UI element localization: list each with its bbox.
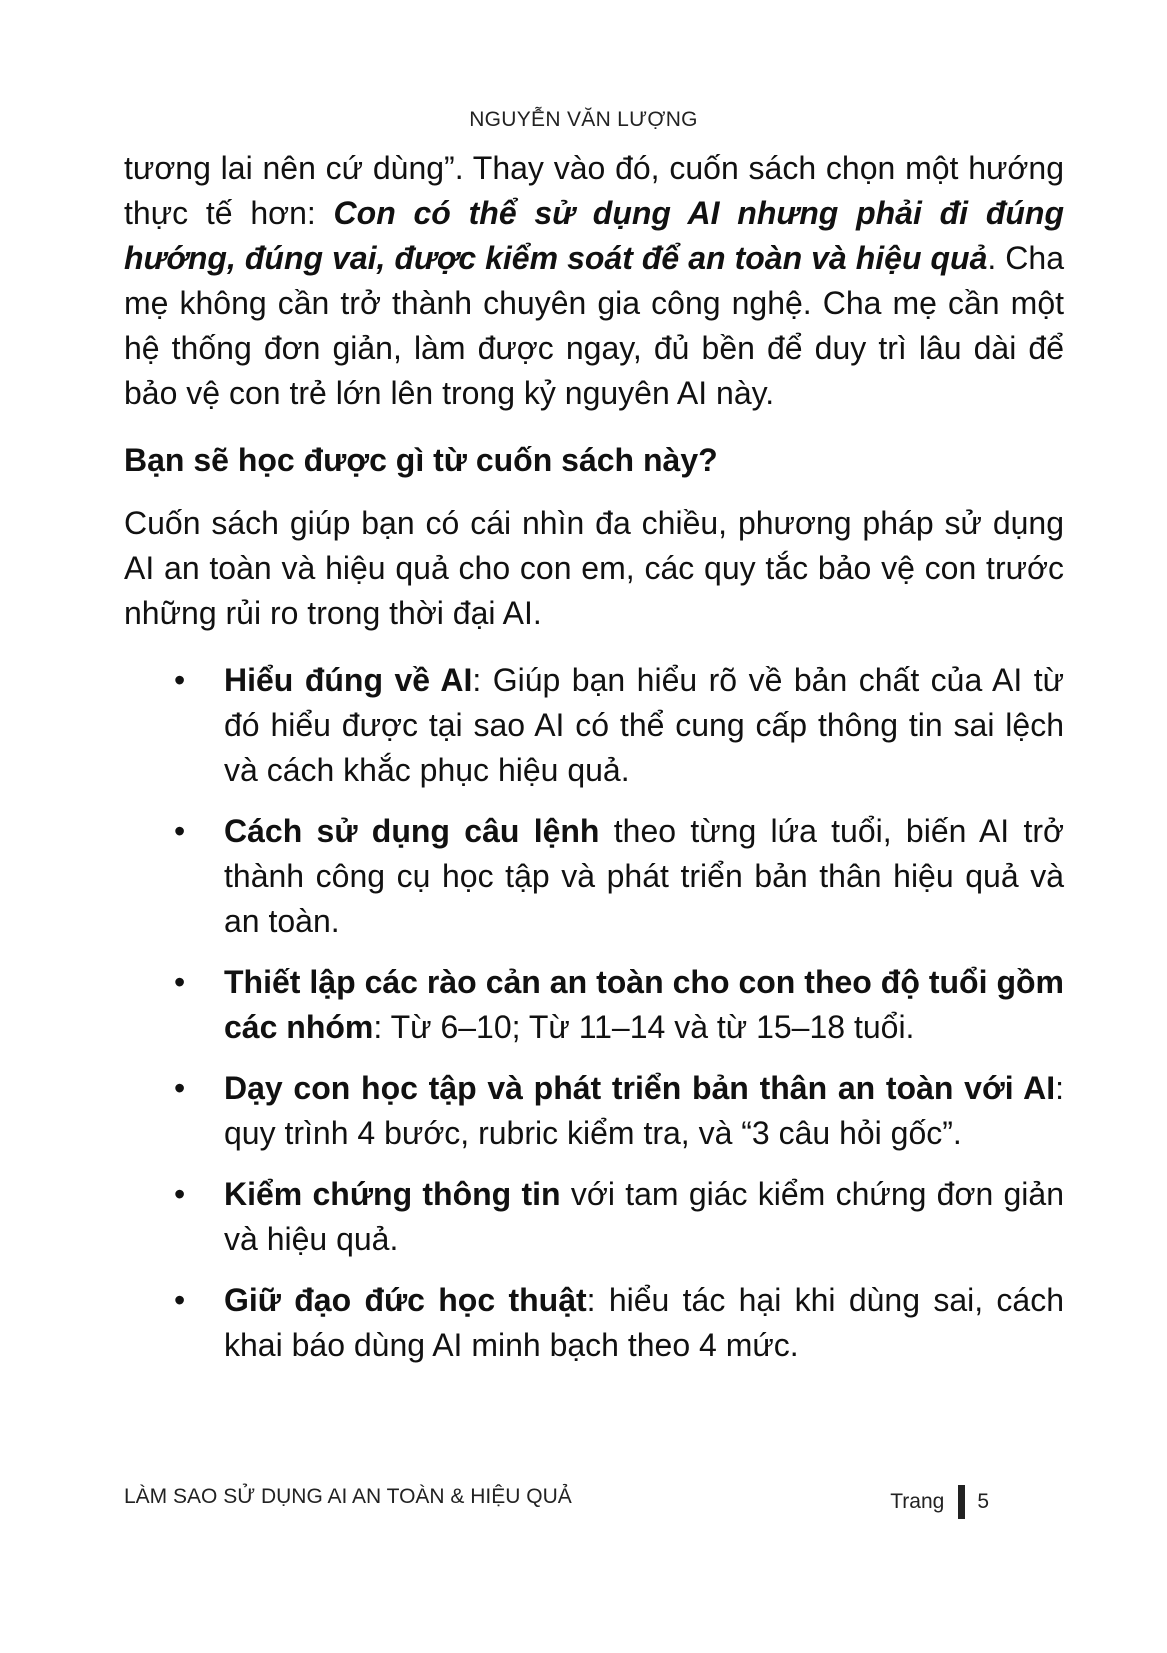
item-bold-lead: Giữ đạo đức học thuật	[224, 1282, 587, 1318]
item-bold-lead: Thiết lập các rào cản an toàn cho con theo độ tuổi gồm các nhóm	[224, 964, 1064, 1045]
list-item	[124, 960, 1064, 1050]
paragraph-text-continued: . Cha mẹ không cần trở thành chuyên gia công nghệ. Cha mẹ cần một hệ thống đơn giản, làm được ngay, đủ bền để duy trì lâu dài để bảo vệ con trẻ lớn lên trong kỷ nguyên AI này.	[124, 240, 1065, 411]
page-content	[124, 146, 1064, 1384]
list-item	[124, 658, 1064, 793]
running-footer-title: LÀM SAO SỬ DỤNG AI AN TOÀN & HIỆU QUẢ	[124, 1485, 572, 1508]
list-item	[124, 1066, 1064, 1156]
item-bold-lead: Kiểm chứng thông tin	[224, 1176, 561, 1212]
item-bold-lead: Cách sử dụng câu lệnh	[224, 813, 600, 849]
bullet-icon: •	[174, 1176, 186, 1212]
body-paragraph	[124, 146, 1064, 416]
section-intro: Cuốn sách giúp bạn có cái nhìn đa chiều, phương pháp sử dụng AI an toàn và hiệu quả cho con em, các quy tắc bảo vệ con trước những rủi ro trong thời đại AI.	[124, 505, 1064, 631]
bullet-icon: •	[174, 813, 186, 849]
item-text: với tam giác kiểm chứng đơn giản và hiệu quả.	[224, 1176, 1065, 1257]
page-number-block	[890, 1485, 989, 1519]
item-text: : quy trình 4 bước, rubric kiểm tra, và “3 câu hỏi gốc”.	[224, 1070, 1064, 1151]
divider-bar	[958, 1485, 965, 1519]
bullet-icon: •	[174, 662, 186, 698]
item-bold-lead: Hiểu đúng về AI	[224, 662, 473, 698]
item-text: theo từng lứa tuổi, biến AI trở thành công cụ học tập và phát triển bản thân hiệu quả và an toàn.	[224, 813, 1065, 939]
item-bold-lead: Dạy con học tập và phát triển bản thân an toàn với AI	[224, 1070, 1056, 1106]
feature-list	[124, 658, 1064, 1368]
item-text: : Giúp bạn hiểu rõ về bản chất của AI từ đó hiểu được tại sao AI có thể cung cấp thông tin sai lệch và cách khắc phục hiệu quả.	[224, 662, 1065, 788]
bullet-icon: •	[174, 1070, 186, 1106]
paragraph-text: tương lai nên cứ dùng”. Thay vào đó, cuốn sách chọn một hướng thực tế hơn:	[124, 150, 1064, 231]
section-heading: Bạn sẽ học được gì từ cuốn sách này?	[124, 442, 718, 478]
bullet-icon: •	[174, 964, 186, 1000]
bullet-icon: •	[174, 1282, 186, 1318]
item-text: : hiểu tác hại khi dùng sai, cách khai báo dùng AI minh bạch theo 4 mức.	[224, 1282, 1065, 1363]
list-item	[124, 1172, 1064, 1262]
list-item	[124, 1278, 1064, 1368]
page-number: 5	[977, 1490, 989, 1513]
page-label: Trang	[890, 1490, 945, 1513]
emphasis-text: Con có thể sử dụng AI nhưng phải đi đúng hướng, đúng vai, được kiểm soát để an toàn và hiệu quả	[124, 195, 1065, 276]
list-item	[124, 809, 1064, 944]
item-text: : Từ 6–10; Từ 11–14 và từ 15–18 tuổi.	[373, 1009, 915, 1045]
running-header-author: NGUYỄN VĂN LƯỢNG	[469, 108, 698, 131]
